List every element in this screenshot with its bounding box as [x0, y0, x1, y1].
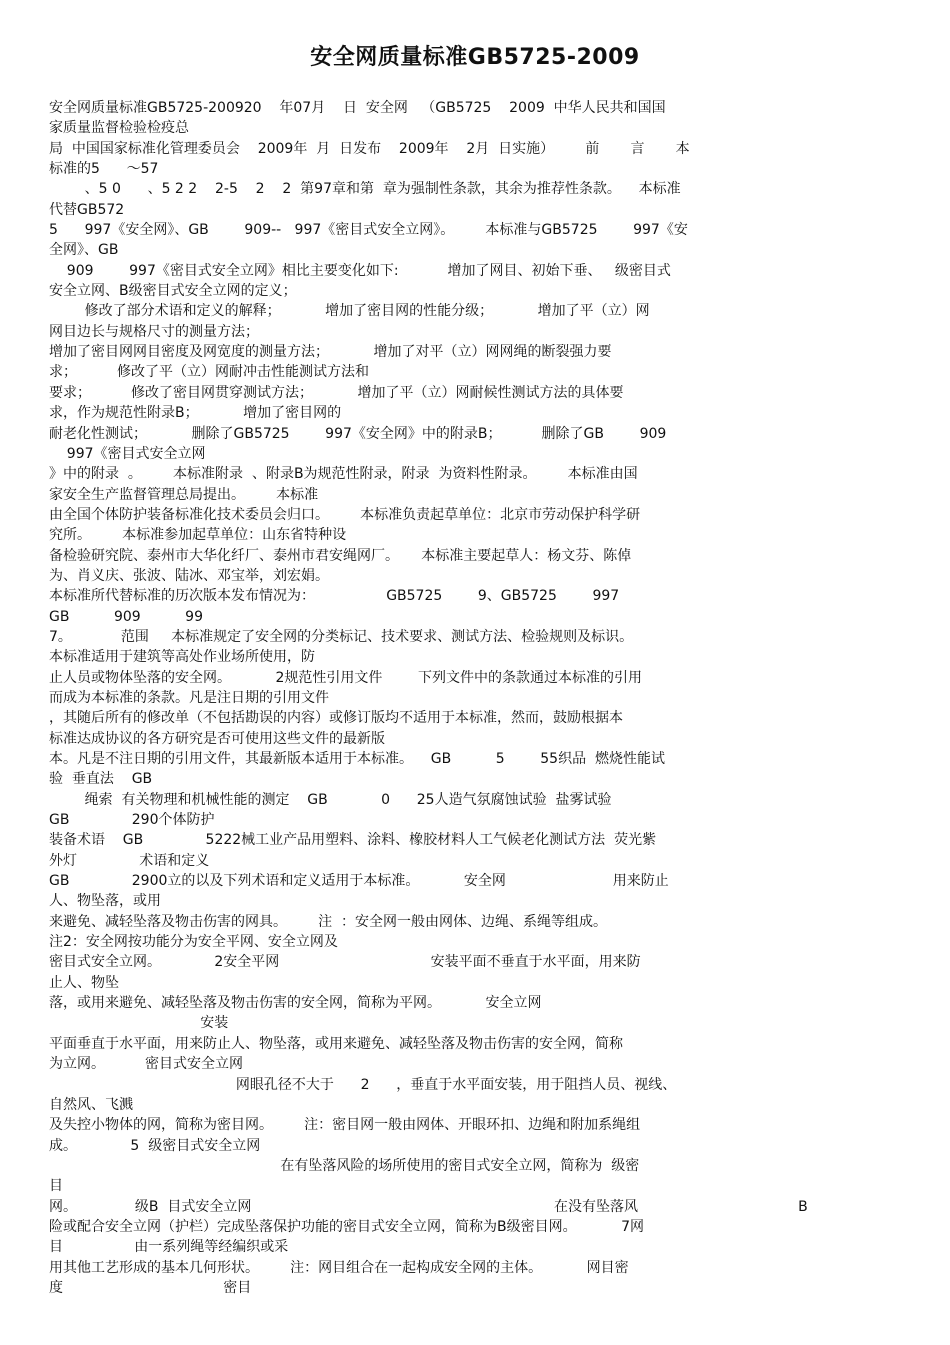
document-line: 求； 修改了平（立）网耐冲击性能测试方法和: [49, 364, 370, 381]
document-line: 验 垂直法 GB: [49, 771, 153, 788]
document-line: 外灯 术语和定义: [49, 852, 210, 869]
document-line: GB 2900立的以及下列术语和定义适用于本标准。 安全网 用来防止: [49, 873, 669, 890]
document-line: 7。 范围 本标准规定了安全网的分类标记、技术要求、测试方法、检验规则及标识。: [49, 628, 634, 645]
document-line: 绳索 有关物理和机械性能的测定 GB 0 25人造气氛腐蚀试验 盐雾试验: [49, 791, 612, 808]
document-line: 增加了密目网网目密度及网宽度的测量方法； 增加了对平（立）网网绳的断裂强力要: [49, 344, 612, 361]
document-line: 注2：安全网按功能分为安全平网、安全立网及: [49, 934, 338, 951]
document-line: 求，作为规范性附录B； 增加了密目网的: [49, 405, 342, 422]
document-line: 要求； 修改了密目网贯穿测试方法； 增加了平（立）网耐候性测试方法的具体要: [49, 384, 624, 401]
document-line: 目: [49, 1178, 63, 1195]
document-line: 人、物坠落，或用: [49, 893, 161, 910]
document-line: 本标准适用于建筑等高处作业场所使用，防: [49, 649, 315, 666]
document-line: 网目边长与规格尺寸的测量方法；: [49, 323, 259, 340]
document-line: 而成为本标准的条款。凡是注日期的引用文件: [49, 689, 329, 706]
document-line: 备检验研究院、泰州市大华化纤厂、泰州市君安绳网厂。 本标准主要起草人：杨文芬、陈倬: [49, 547, 632, 564]
document-line: GB 909 99: [49, 608, 203, 625]
document-line: 落，或用来避免、减轻坠落及物击伤害的安全网，简称为平网。 安全立网: [49, 995, 542, 1012]
document-line: 安全立网、B级密目式安全立网的定义；: [49, 283, 297, 300]
document-line: 在有坠落风险的场所使用的密目式安全立网，简称为 级密: [49, 1157, 640, 1174]
document-line: 为、肖义庆、张波、陆冰、邓宝举，刘宏娟。: [49, 567, 329, 584]
document-line: 家安全生产监督管理总局提出。 本标准: [49, 486, 319, 503]
document-line: 装备术语 GB 5222械工业产品用塑料、涂料、橡胶材料人工气候老化测试方法 荧光紫: [49, 832, 657, 849]
document-line: 本标准所代替标准的历次版本发布情况为： GB5725 9、GB5725 997: [49, 588, 620, 605]
document-line: 来避免、减轻坠落及物击伤害的网具。 注 ：安全网一般由网体、边绳、系绳等组成。: [49, 913, 608, 930]
document-line: 为立网。 密目式安全立网: [49, 1056, 244, 1073]
document-line: 用其他工艺形成的基本几何形状。 注：网目组合在一起构成安全网的主体。 网目密: [49, 1259, 629, 1276]
document-line: 标准达成协议的各方研究是否可使用这些文件的最新版: [49, 730, 385, 747]
document-line: 险或配合安全立网（护栏）完成坠落保护功能的密目式安全立网，简称为B级密目网。 7网: [49, 1218, 645, 1235]
document-line: 止人员或物体坠落的安全网。 2规范性引用文件 下列文件中的条款通过本标准的引用: [49, 669, 643, 686]
document-body: [49, 98, 808, 1298]
document-line: 5 997《安全网》、GB 909-- 997《密目式安全立网》。 本标准与GB5725 997《安: [49, 222, 688, 239]
document-line: 耐老化性测试； 删除了GB5725 997《安全网》中的附录B； 删除了GB 909: [49, 425, 667, 442]
document-line: 家质量监督检验检疫总: [49, 120, 189, 137]
document-line: 密目式安全立网。 2安全平网 安装平面不垂直于水平面，用来防: [49, 954, 641, 971]
document-line: GB 290个体防护: [49, 812, 215, 829]
document-line: 止人、物坠: [49, 974, 119, 991]
document-line: 代替GB572: [49, 201, 125, 218]
document-line: 安装: [49, 1015, 229, 1032]
document-line: 997《密目式安全立网: [49, 445, 206, 462]
document-line: 网眼孔径不大于 2 ，垂直于水平面安装，用于阻挡人员、视线、: [49, 1076, 677, 1093]
document-line: 究所。 本标准参加起草单位：山东省特种设: [49, 527, 347, 544]
document-line: 目 由一系列绳等经编织或采: [49, 1239, 289, 1256]
document-line: 安全网质量标准GB5725-200920 年07月 日 安全网 （GB5725 2009 中华人民共和国国: [49, 100, 666, 116]
document-line: 度 密目: [49, 1279, 252, 1296]
document-line: 由全国个体防护装备标准化技术委员会归口。 本标准负责起草单位：北京市劳动保护科学研: [49, 506, 641, 523]
document-line: 本。凡是不注日期的引用文件，其最新版本适用于本标准。 GB 5 55织品 燃烧性能试: [49, 751, 665, 767]
document-line: 平面垂直于水平面，用来防止人、物坠落，或用来避免、减轻坠落及物击伤害的安全网，简称: [49, 1035, 623, 1052]
document-title: 安全网质量标准GB5725-2009: [310, 45, 640, 70]
document-line: 成。 5 级密目式安全立网: [49, 1137, 261, 1154]
document-line: 及失控小物体的网，简称为密目网。 注：密目网一般由网体、开眼环扣、边绳和附加系绳组: [49, 1117, 641, 1134]
document-line: ，其随后所有的修改单（不包括勘误的内容）或修订版均不适用于本标准，然而，鼓励根据本: [49, 710, 623, 727]
document-line: 、5 0 、5 2 2 2-5 2 2 第97章和第 章为强制性条款，其余为推荐性条款。 本标准: [49, 181, 681, 198]
document-line: 自然风、飞溅: [49, 1096, 133, 1113]
document-line: 》中的附录 。 本标准附录 、附录B为规范性附录，附录 为资料性附录。 本标准由国: [49, 466, 638, 483]
document-line: 网。 级B 目式安全立网 在没有坠落风 B: [49, 1198, 808, 1215]
document-line: 修改了部分术语和定义的解释； 增加了密目网的性能分级； 增加了平（立）网: [49, 303, 650, 320]
document-line: 全网》、GB: [49, 242, 119, 259]
document-line: 局 中国国家标准化管理委员会 2009年 月 日发布 2009年 2月 日实施） 前 言 本: [49, 140, 690, 157]
document-line: 909 997《密目式安全立网》相比主要变化如下: 增加了网目、初始下垂、 级密目式: [49, 262, 671, 279]
document-line: 标准的5 ～57: [49, 161, 159, 178]
